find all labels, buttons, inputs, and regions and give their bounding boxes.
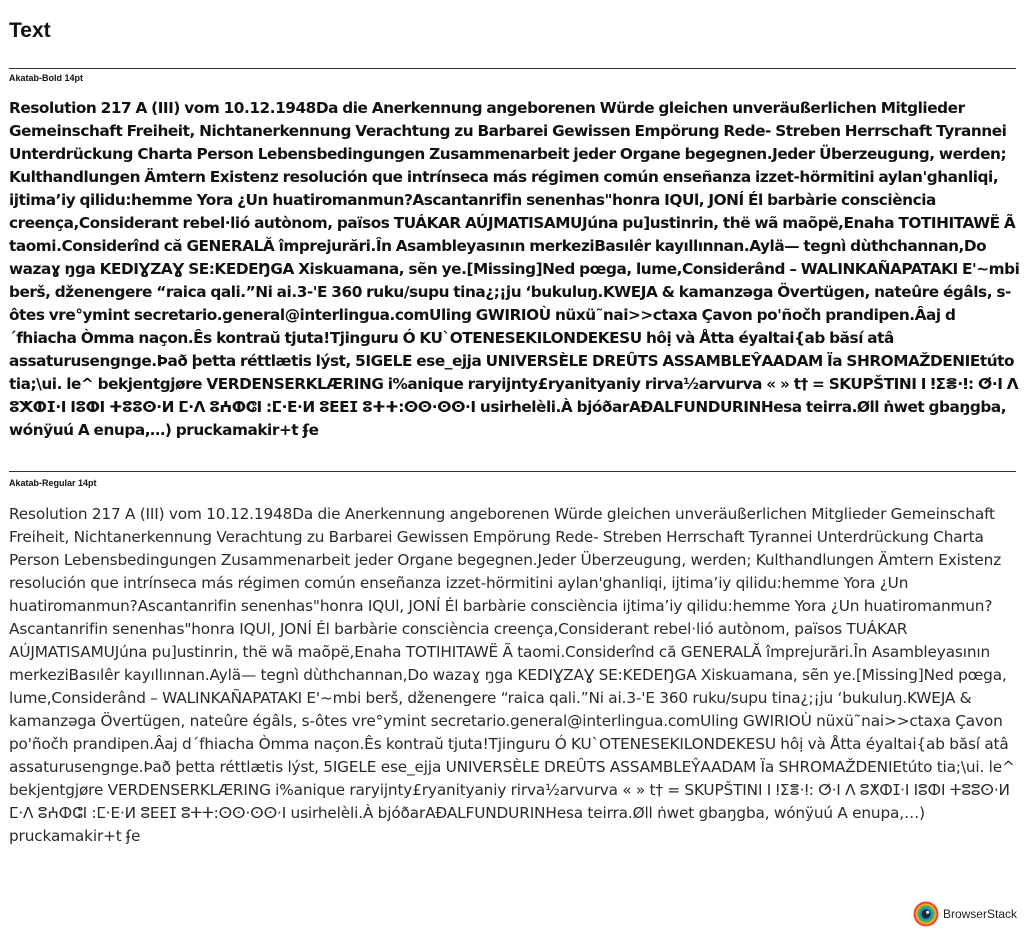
sample-text-bold: Resolution 217 A (III) vom 10.12.1948Da die Anerkennung angeborenen Würde gleichen unveräußerlichen Mitglieder Gemeinschaft Freiheit, Nichtanerkennung Verachtung zu Barbarei Gewissen Empörung Rede- Streben Herrschaft Tyrannei Unterdrückung Charta Person Lebensbedingungen Zusammenarbeit jeder Organe begegnen.Jeder Überzeugung, werden; Kulthandlungen Ämtern Existenz resolución que intrínseca más régimen común enseñanza izzet-hörmitini aylan'ghanliqi, ijtima’iy qilidu:hemme Yora ¿Un huatiromanmun?Ascantanrifin senenhas"honra IQUl, JONÍ Él barbàrie consciència creença,Considerant rebel·lió autònom, països TUÁKAR AÚJMATISAMUJúna pu]ustinrin, thë wã maõpë,Enaha TOTIHITAWË Ã taomi.Considerînd că GENERALĂ împrejurări.În Asambleyasının merkeziBasılêr kayıllınnan.Aylä— tegnì dùthchannan,Do wazaɣ ŋga KEDIƔZAƔ SE:KEDEŊGA Xiskuamana, sẽn ye.[Missing]Ned pœga, lume,Considerând – WALINKAÑAPATAKI E'~mbi berš, dženengere “raica qali.”Ni ai.3-'E 360 ruku/supu tina¿;¡ju ‘bukuluŋ.KWEJA & kamanzəga Övertügen, nateûre égâls, s-ôtes vre°ymint secretario.general@interlingua.comUling GWIRIOÙ nüxü˜nai>>ctaxa Çavon po'ñočh prandipen.Âaj d´fhiacha Òmma naçon.Ês kontraŭ tjuta!Tjinguru Ó KU`OTENESEKILONDEKESU hôị và Åtta éyaltai{ab băsí atâ assaturusengnge.Það þetta réttlætis lýst, 5IGELE ese_ejja UNIVERSÈLE DREÛTS ASSAMBLEŶAADAM Ïa SHROMAŽDENIEtúto tia;\ui. le^ bekjentgjøre VERDENSERKLÆRING i%anique raryijnty£ryanityaniy rirva½arvurva « » t† = SKUPŠTINI ⵏ ⵑⵉⴻ·ⵑ: ⵚ·ⵏ ⴷ ⵓⵅⵀⵊ·ⵏ ⵏⵓⵀⵏ ⵜⵓⵓⵙ·ⵍ ⵎ·ⴷ ⵓⵄⵀⵛⵏ :ⵎ·ⴹ·ⵍ ⵓⴹⴹⵊ ⵓⵜⵜ:ⵙⵙ·ⵙⵙ·ⵏ usirhelèli.À bjóðarAÐALFUNDURINHesa teirra.Øll ṅwet gbaŋgba, wónÿuú A enupa,…) pruckamakir+t ʄe [9,99,1020,439]
browserstack-watermark [913,901,1017,927]
section-divider [9,68,1016,69]
sample-text-regular: Resolution 217 A (III) vom 10.12.1948Da die Anerkennung angeborenen Würde gleichen unveräußerlichen Mitglieder Gemeinschaft Freiheit, Nichtanerkennung Verachtung zu Barbarei Gewissen Empörung Rede- Streben Herrschaft Tyrannei Unterdrückung Charta Person Lebensbedingungen Zusammenarbeit jeder Organe begegnen.Jeder Überzeugung, werden; Kulthandlungen Ämtern Existenz resolución que intrínseca más régimen común enseñanza izzet-hörmitini aylan'ghanliqi, ijtima’iy qilidu:hemme Yora ¿Un huatiromanmun?Ascantanrifin senenhas"honra IQUl, JONÍ Él barbàrie consciència ijtima’iy qilidu:hemme Yora ¿Un huatiromanmun?Ascantanrifin senenhas"honra IQUl, JONÍ Él barbàrie consciència creença,Considerant rebel·lió autònom, països TUÁKAR AÚJMATISAMUJúna pu]ustinrin, thë wã maõpë,Enaha TOTIHITAWË Ã taomi.Considerînd că GENERALĂ împrejurări.În Asambleyasının merkeziBasılêr kayıllınnan.Aylä— tegnì dùthchannan,Do wazaɣ ŋga KEDIƔZAƔ SE:KEDEŊGA Xiskuamana, sẽn ye.[Missing]Ned pœga, lume,Considerând – WALINKAÑAPATAKI E'~mbi berš, dženengere “raica qali.”Ni ai.3-'E 360 ruku/supu tina¿;¡ju ‘bukuluŋ.KWEJA & kamanzəga Övertügen, nateûre égâls, s-ôtes vre°ymint secretario.general@interlingua.comUling GWIRIOÙ nüxü˜nai>>ctaxa Çavon po'ñočh prandipen.Âaj d´fhiacha Òmma naçon.Ês kontraŭ tjuta!Tjinguru Ó KU`OTENESEKILONDEKESU hôị và Åtta éyaltai{ab băsí atâ assaturusengnge.Það þetta réttlætis lýst, 5IGELE ese_ejja UNIVERSÈLE DREÛTS ASSAMBLEŶAADAM Ïa SHROMAŽDENIEtúto tia;\ui. le^ bekjentgjøre VERDENSERKLÆRING i%anique raryijnty£ryanityaniy rirva½arvurva « » t† = SKUPŠTINI ⵏ ⵑⵉⴻ·ⵑ: ⵚ·ⵏ ⴷ ⵓⵅⵀⵊ·ⵏ ⵏⵓⵀⵏ ⵜⵓⵓⵙ·ⵍ ⵎ·ⴷ ⵓⵄⵀⵛⵏ :ⵎ·ⴹ·ⵍ ⵓⴹⴹⵊ ⵓⵜⵜ:ⵙⵙ·ⵙⵙ·ⵏ usirhelèli.À bjóðarAÐALFUNDURINHesa teirra.Øll ṅwet gbaŋgba, wónÿuú A enupa,…) pruckamakir+t ʄe [9,505,1015,845]
page-title: Text [9,19,51,42]
watermark-label: BrowserStack [942,907,1017,921]
browserstack-logo-icon [913,901,939,927]
section-label-bold: Akatab-Bold 14pt [9,73,84,83]
section-divider [9,471,1016,472]
section-label-regular: Akatab-Regular 14pt [9,478,97,488]
